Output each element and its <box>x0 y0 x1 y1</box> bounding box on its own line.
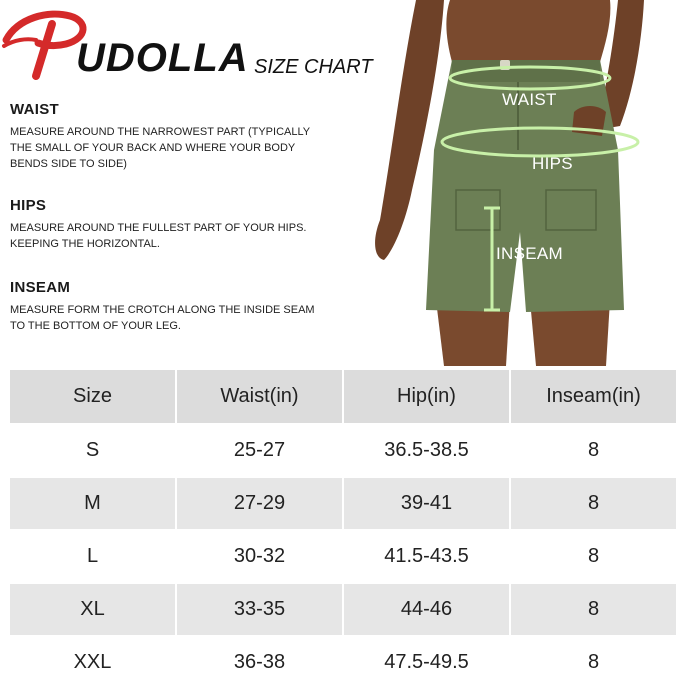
measure-hips-description: MEASURE AROUND THE FULLEST PART OF YOUR HIPS. KEEPING THE HORIZONTAL. <box>10 222 307 250</box>
header-hip: Hip(in) <box>344 370 509 423</box>
table-row <box>10 425 676 476</box>
cell-waist: 30-32 <box>177 531 342 582</box>
hips-label: HIPS <box>532 154 573 173</box>
shorts-illustration <box>360 0 685 366</box>
header-inseam: Inseam(in) <box>511 370 676 423</box>
cell-waist: 25-27 <box>177 425 342 476</box>
measure-inseam-description: MEASURE FORM THE CROTCH ALONG THE INSIDE SEAM TO THE BOTTOM OF YOUR LEG. <box>10 304 315 332</box>
inseam-label: INSEAM <box>496 244 563 263</box>
cell-inseam: 8 <box>511 637 676 688</box>
cell-waist: 33-35 <box>177 584 342 635</box>
cell-size: M <box>10 478 175 529</box>
cell-size: L <box>10 531 175 582</box>
model-figure <box>360 0 685 366</box>
cell-hip: 36.5-38.5 <box>344 425 509 476</box>
cell-hip: 39-41 <box>344 478 509 529</box>
measure-waist-description: MEASURE AROUND THE NARROWEST PART (TYPICALLY THE SMALL OF YOUR BACK AND WHERE YOUR BODY BENDS SIDE TO SIDE) <box>10 126 310 170</box>
table-row <box>10 531 676 582</box>
cell-size: XL <box>10 584 175 635</box>
measure-waist-title: WAIST <box>10 101 59 118</box>
measure-hips <box>10 197 330 252</box>
cell-inseam: 8 <box>511 425 676 476</box>
table-row <box>10 637 676 688</box>
table-row <box>10 584 676 635</box>
header-size: Size <box>10 370 175 423</box>
cell-inseam: 8 <box>511 584 676 635</box>
cell-size: S <box>10 425 175 476</box>
waist-label: WAIST <box>502 90 557 109</box>
measure-hips-title: HIPS <box>10 197 47 214</box>
header-waist: Waist(in) <box>177 370 342 423</box>
cell-hip: 41.5-43.5 <box>344 531 509 582</box>
measure-inseam-title: INSEAM <box>10 279 71 296</box>
cell-waist: 36-38 <box>177 637 342 688</box>
table-header-row <box>10 370 676 423</box>
brand-name: UDOLLA <box>76 36 249 80</box>
size-chart-title: SIZE CHART <box>254 56 373 78</box>
cell-inseam: 8 <box>511 478 676 529</box>
torso-shape <box>446 0 610 62</box>
cell-inseam: 8 <box>511 531 676 582</box>
table-row <box>10 478 676 529</box>
measure-waist <box>10 101 330 172</box>
cell-size: XXL <box>10 637 175 688</box>
cell-waist: 27-29 <box>177 478 342 529</box>
cell-hip: 47.5-49.5 <box>344 637 509 688</box>
brand-header <box>0 0 400 90</box>
size-table <box>8 368 678 690</box>
cell-hip: 44-46 <box>344 584 509 635</box>
measure-inseam <box>10 279 330 334</box>
